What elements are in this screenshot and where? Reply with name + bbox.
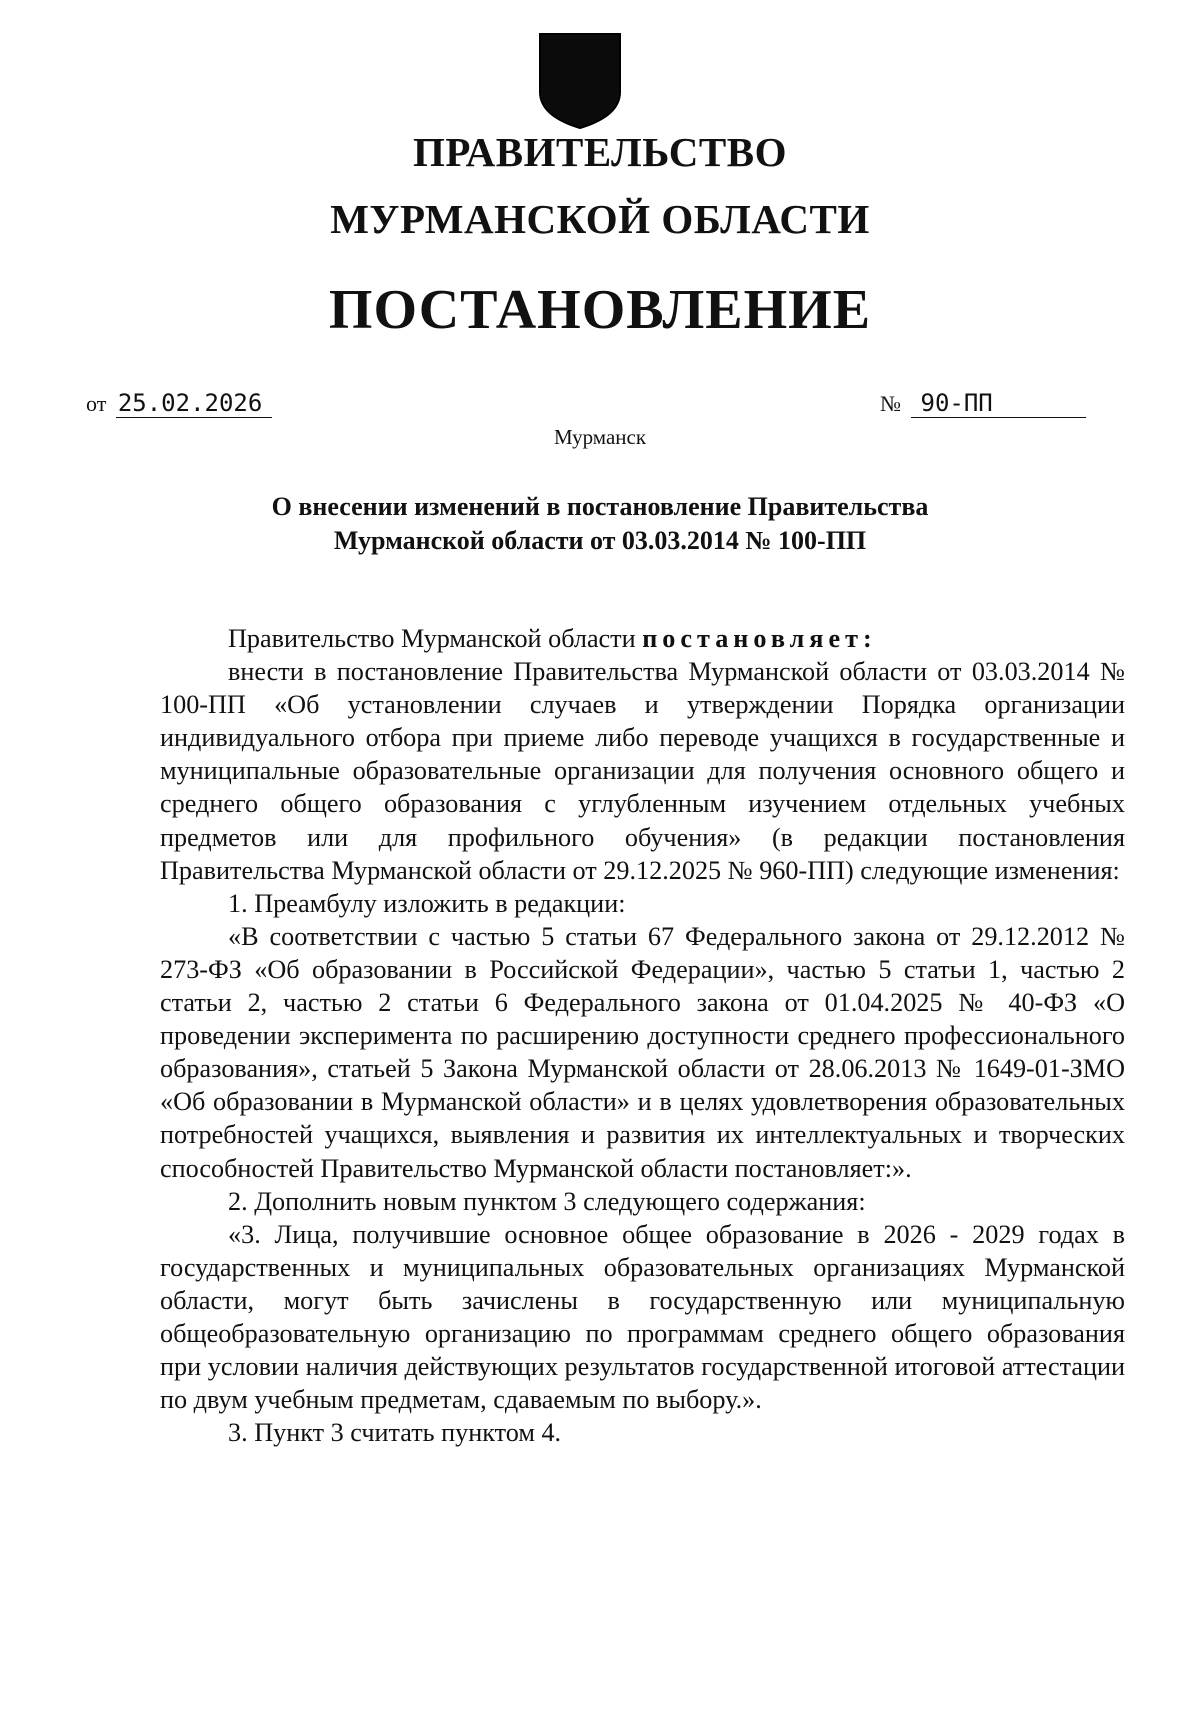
item-2-heading: 2. Дополнить новым пунктом 3 следующего содержания: xyxy=(228,1186,866,1216)
document-body xyxy=(160,622,1125,1449)
date-prefix: от xyxy=(86,391,107,416)
document-title xyxy=(0,490,1200,558)
coat-of-arms-emblem xyxy=(538,32,622,130)
government-name-line1: ПРАВИТЕЛЬСТВО xyxy=(412,129,788,175)
intro-verb: постановляет: xyxy=(642,624,877,653)
number-prefix: № xyxy=(880,391,901,416)
title-line1: О внесении изменений в постановление Правительства xyxy=(271,492,929,521)
date-field xyxy=(86,389,272,418)
number-value: 90-ПП xyxy=(911,389,1086,418)
item-3-text: 3. Пункт 3 считать пунктом 4. xyxy=(228,1418,562,1448)
government-name-line2: МУРМАНСКОЙ ОБЛАСТИ xyxy=(330,196,870,242)
document-number-field xyxy=(880,389,1086,418)
city-name: Мурманск xyxy=(553,425,647,449)
intro-subject: Правительство Мурманской области xyxy=(228,624,636,653)
item-1-text: «В соответствии с частью 5 статьи 67 Федерального закона от 29.12.2012 № 273-ФЗ «Об образовании в Российской Федерации», частью 5 статьи 1, частью 2 статьи 2, частью 2 статьи 6 Федерального закона от 01.04.2025 № 40-ФЗ «О проведении эксперимента по расширению доступности среднего профессионального образования», статьей 5 Закона Мурманской области от 28.06.2013 № 1649-01-ЗМО «Об образовании в Мурманской области» и в целях удовлетворения образовательных потребностей учащихся, выявления и развития их интеллектуальных и творческих способностей Правительство Мурманской области постановляет:». xyxy=(160,921,1125,1183)
item-1-heading: 1. Преамбулу изложить в редакции: xyxy=(228,888,626,918)
item-2-text: «3. Лица, получившие основное общее образование в 2026 - 2029 годах в государственных и муниципальных образовательных организациях Мурманской области, могут быть зачислены в государственную или муниципальную общеобразовательную организацию по программам среднего общего образования при условии наличия действующих результатов государственной итоговой аттестации по двум учебным предметам, сдаваемым по выбору.». xyxy=(160,1219,1125,1415)
title-line2: Мурманской области от 03.03.2014 № 100-ПП xyxy=(333,526,867,555)
intro-paragraph xyxy=(160,622,1125,655)
main-paragraph: внести в постановление Правительства Мурманской области от 03.03.2014 № 100-ПП «Об установлении случаев и утверждении Порядка организации индивидуального отбора при приеме либо переводе учащихся в государственные и муниципальные образовательные организации для получения основного общего и среднего общего образования с углубленным изучением отдельных учебных предметов или для профильного обучения» (в редакции постановления Правительства Мурманской области от 29.12.2025 № 960-ПП) следующие изменения: xyxy=(160,657,1125,885)
document-type-heading: ПОСТАНОВЛЕНИЕ xyxy=(328,279,872,341)
date-value: 25.02.2026 xyxy=(116,389,273,418)
